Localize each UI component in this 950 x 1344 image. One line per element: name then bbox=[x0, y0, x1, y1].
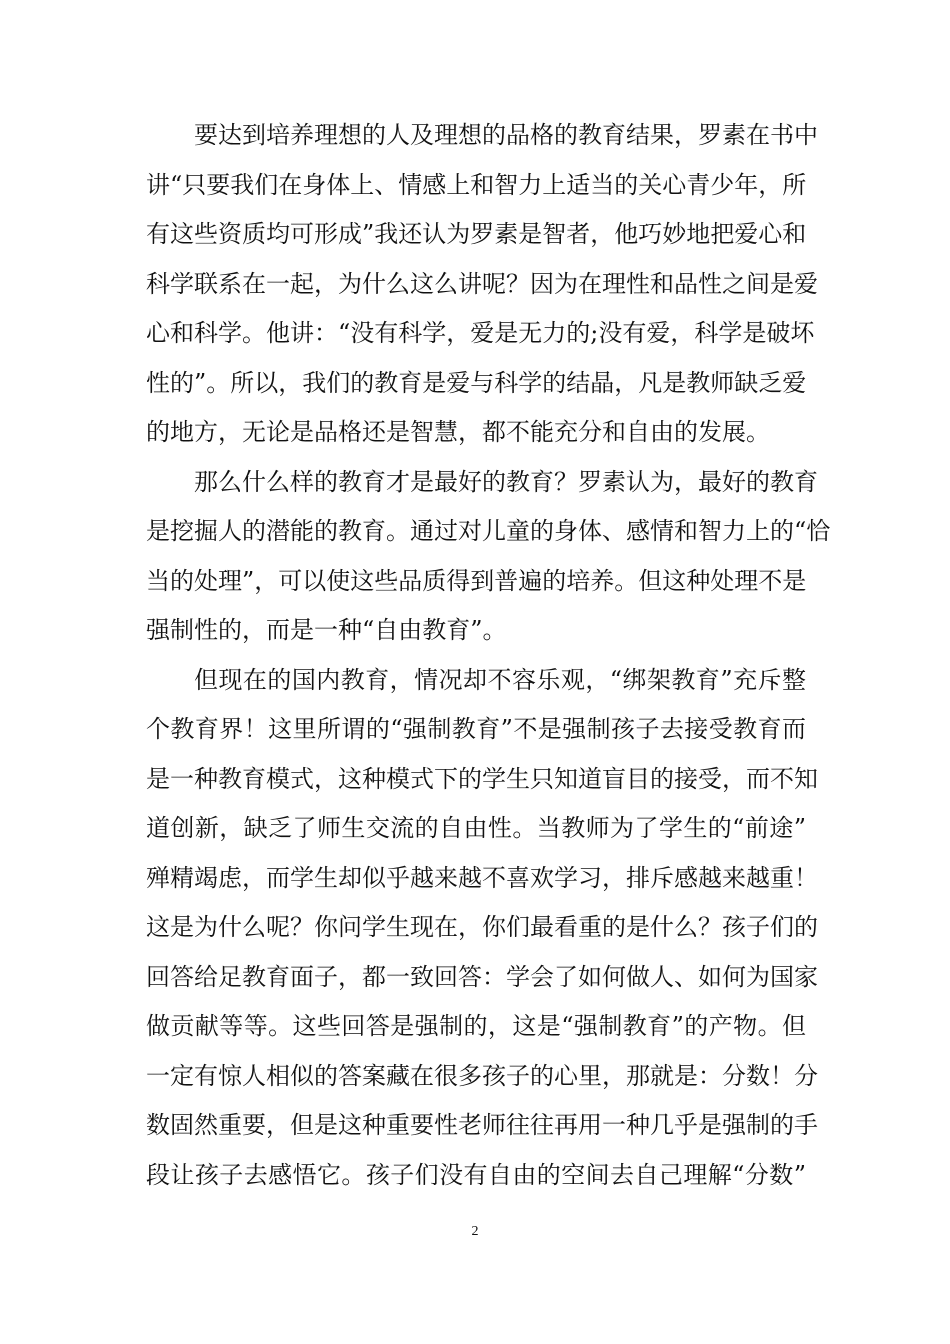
text-line: 强制性的，而是一种“自由教育”。 bbox=[146, 616, 507, 644]
text-line: 是挖掘人的潜能的教育。通过对儿童的身体、感情和智力上的“恰 bbox=[146, 517, 831, 545]
text-line: 那么什么样的教育才是最好的教育？罗素认为，最好的教育 bbox=[194, 467, 818, 496]
text-line: 但现在的国内教育，情况却不容乐观，“绑架教育”充斥整 bbox=[194, 665, 806, 694]
text-line: 心和科学。他讲：“没有科学，爱是无力的;没有爱，科学是破坏 bbox=[146, 319, 815, 347]
text-line: 回答给足教育面子，都一致回答：学会了如何做人、如何为国家 bbox=[146, 962, 818, 991]
text-line: 要达到培养理想的人及理想的品格的教育结果，罗素在书中 bbox=[194, 121, 818, 149]
paragraph-2 bbox=[146, 458, 831, 656]
text-line: 一定有惊人相似的答案藏在很多孩子的心里，那就是：分数！分 bbox=[146, 1061, 818, 1090]
text-line: 做贡献等等。这些回答是强制的，这是“强制教育”的产物。但 bbox=[146, 1012, 806, 1040]
body-text bbox=[146, 111, 831, 1200]
text-line: 殚精竭虑，而学生却似乎越来越不喜欢学习，排斥感越来越重！ bbox=[146, 863, 818, 892]
page-number: 2 bbox=[471, 1224, 479, 1239]
text-line: 道创新，缺乏了师生交流的自由性。当教师为了学生的“前途” bbox=[146, 814, 806, 842]
paragraph-1 bbox=[146, 111, 818, 458]
text-line: 是一种教育模式，这种模式下的学生只知道盲目的接受，而不知 bbox=[146, 764, 818, 793]
text-line: 当的处理”，可以使这些品质得到普遍的培养。但这种处理不是 bbox=[146, 566, 807, 595]
text-line: 讲“只要我们在身体上、情感上和智力上适当的关心青少年，所 bbox=[146, 170, 807, 199]
paragraph-3 bbox=[146, 656, 818, 1201]
text-line: 这是为什么呢？你问学生现在，你们最看重的是什么？孩子们的 bbox=[146, 913, 818, 941]
text-line: 段让孩子去感悟它。孩子们没有自由的空间去自己理解“分数” bbox=[146, 1160, 806, 1189]
text-line: 性的”。所以，我们的教育是爱与科学的结晶，凡是教师缺乏爱 bbox=[146, 368, 807, 397]
text-line: 科学联系在一起，为什么这么讲呢？因为在理性和品性之间是爱 bbox=[146, 269, 818, 298]
text-line: 有这些资质均可形成”我还认为罗素是智者，他巧妙地把爱心和 bbox=[146, 220, 807, 248]
text-line: 个教育界！这里所谓的“强制教育”不是强制孩子去接受教育而 bbox=[146, 715, 806, 743]
text-line: 的地方，无论是品格还是智慧，都不能充分和自由的发展。 bbox=[146, 418, 770, 446]
text-line: 数固然重要，但是这种重要性老师往往再用一种几乎是强制的手 bbox=[146, 1111, 818, 1139]
